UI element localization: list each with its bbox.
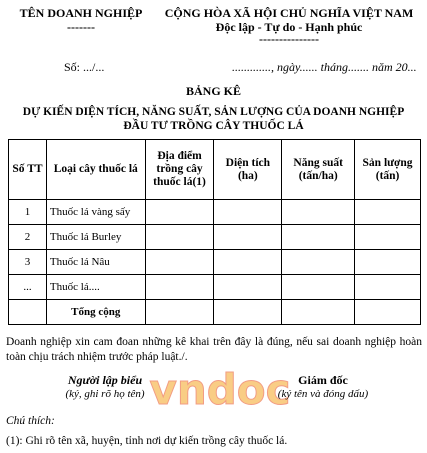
cell-yield [282, 200, 355, 225]
tobacco-table [8, 139, 421, 325]
cell-area [214, 250, 282, 275]
document-number: Số: .../... [64, 60, 105, 74]
republic-heading: CỘNG HÒA XÃ HỘI CHỦ NGHĨA VIỆT NAM [164, 6, 414, 20]
cell-output [355, 275, 421, 300]
table-row [9, 275, 421, 300]
cell-yield [282, 300, 355, 325]
document-subtitle: DỰ KIẾN DIỆN TÍCH, NĂNG SUẤT, SẢN LƯỢNG CỦA DOANH NGHIỆP [22, 106, 405, 118]
notes-title: Chú thích: [6, 415, 55, 427]
table-header-row [9, 140, 421, 200]
cell-location [145, 200, 214, 225]
director-title: Giám đốc [298, 373, 348, 387]
cell-type: Thuốc lá Nâu [46, 250, 145, 275]
cell-location [145, 225, 214, 250]
cell-area [214, 225, 282, 250]
cell-area [214, 275, 282, 300]
cell-location [145, 250, 214, 275]
note-1: (1): Ghi rõ tên xã, huyện, tỉnh nơi dự kiến trồng cây thuốc lá. [6, 435, 288, 447]
cell-stt [9, 300, 47, 325]
total-label: Tổng cộng [46, 300, 145, 325]
table-row [9, 200, 421, 225]
cell-area [214, 300, 282, 325]
col-header-area: Diện tích (ha) [214, 140, 282, 200]
preparer-title: Người lập biểu [67, 373, 143, 387]
cell-yield [282, 275, 355, 300]
cell-type: Thuốc lá vàng sấy [46, 200, 145, 225]
col-header-yield: Năng suất (tấn/ha) [282, 140, 355, 200]
cell-type: Thuốc lá Burley [46, 225, 145, 250]
cell-yield [282, 225, 355, 250]
document-title: BẢNG KÊ [185, 84, 241, 98]
cell-output [355, 200, 421, 225]
motto: Độc lập - Tự do - Hạnh phúc [215, 20, 363, 34]
document-date: ............., ngày...... tháng....... năm 20... [232, 60, 417, 74]
cell-location [145, 300, 214, 325]
company-divider: ------- [67, 20, 95, 34]
motto-divider: --------------- [259, 32, 319, 46]
cell-stt: 1 [9, 200, 47, 225]
cell-output [355, 225, 421, 250]
director-note: (ký tên và đóng dấu) [277, 388, 369, 400]
table-row [9, 225, 421, 250]
col-header-stt: Số TT [9, 140, 47, 200]
document-subtitle-2: ĐẦU TƯ TRỒNG CÂY THUỐC LÁ [123, 120, 304, 132]
watermark-text: vndoc [149, 368, 291, 412]
cell-location [145, 275, 214, 300]
cell-stt: 2 [9, 225, 47, 250]
cell-stt: ... [9, 275, 47, 300]
company-name: TÊN DOANH NGHIỆP [19, 6, 143, 20]
cell-area [214, 200, 282, 225]
cell-type: Thuốc lá.... [46, 275, 145, 300]
preparer-note: (ký, ghi rõ họ tên) [65, 388, 145, 400]
commitment-text: Doanh nghiệp xin cam đoan những kê khai trên đây là đúng, nếu sai doanh nghiệp hoàn toàn chịu trách nhiệm trước pháp luật./. [6, 336, 422, 363]
cell-stt: 3 [9, 250, 47, 275]
col-header-output: Sản lượng (tấn) [355, 140, 421, 200]
cell-output [355, 250, 421, 275]
table-total-row [9, 300, 421, 325]
col-header-location: Địa điểm trồng cây thuốc lá(1) [145, 140, 214, 200]
cell-yield [282, 250, 355, 275]
col-header-type: Loại cây thuốc lá [46, 140, 145, 200]
cell-output [355, 300, 421, 325]
table-row [9, 250, 421, 275]
